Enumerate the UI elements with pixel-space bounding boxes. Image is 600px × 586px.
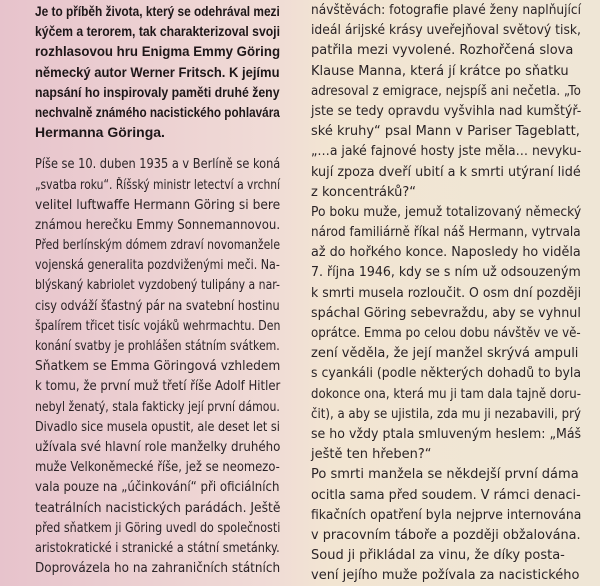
lead-line: napsání ho inspirovaly paměti druhé ženy (35, 83, 280, 100)
body-line: k tomu, že první muž třetí říše Adolf Hitler (35, 379, 281, 395)
body-line: jste se tedy opravdu vyšvihla nad kumštýř- (311, 103, 582, 119)
body-line: Divadlo sice musela opustit, ale deset let si (35, 419, 280, 435)
body-line: vala pouze na „účinkování“ při oficiálních (35, 480, 280, 496)
right-body-text (311, 0, 581, 586)
body-line: ideál árijské krásy uveřejňoval světový tisk, (311, 23, 581, 39)
body-line: Po smrti manžela se někdejší první dáma (311, 467, 579, 483)
body-line: ještě ten hřeben?“ (311, 447, 432, 463)
body-line: „svatba roku“. Říšský ministr letectví a vrchní (35, 177, 281, 193)
body-line: čit), a aby se ujistila, zda mu ji nezabavili, prý (311, 406, 581, 422)
body-line: Po boku muže, jemuž totalizovaný německý (311, 204, 582, 220)
body-line: muže Velkoněmecké říše, jež se neomezo- (35, 460, 280, 476)
body-line: se ho vždy ptala smluveným heslem: „Máš (311, 426, 582, 442)
body-line: špalírem třicet tisíc vojáků wehrmachtu. Den (35, 318, 281, 334)
body-line: teatrálních nacistických parádách. Ještě (35, 500, 281, 516)
lead-line: nechvalně známého nacistického pohlavára (35, 103, 280, 120)
body-line: užívala své hlavní role manželky druhého (35, 439, 281, 455)
body-line: ocitla sama před soudem. V rámci denaci- (311, 487, 581, 503)
body-line: oprátce. Emma po celou dobu návštěv ve vě- (311, 326, 581, 341)
body-line: zení věděla, že její manžel skrývá ampuli (311, 346, 579, 362)
body-line: aristokratické i stranické a státní smetánky. (35, 540, 280, 556)
lead-line: rozhlasovou hru Enigma Emmy Göring (35, 43, 281, 60)
lead-paragraph (35, 0, 280, 142)
body-line: z koncentráků?“ (311, 184, 417, 200)
body-line: patřila mezi vyvolené. Rozhořčená slova (311, 43, 574, 59)
body-line: vojenská generalita pozdviženými meči. Na- (35, 258, 280, 274)
body-line: v pracovním táboře a později obžalována. (311, 527, 581, 543)
body-line: vení jejího muže požívala za nacistického (311, 568, 580, 584)
body-line: Před berlínským dómem zdraví novomanžele (35, 238, 281, 254)
body-line: Sňatkem se Emma Göringová vzhledem (35, 359, 281, 375)
body-line: Píše se 10. duben 1935 a v Berlíně se koná (35, 157, 281, 173)
body-line: ské kruhy“ psal Mann v Pariser Tageblatt, (311, 124, 580, 140)
right-column (311, 0, 581, 586)
body-line: známou herečku Emmy Sonnemannovou. (35, 217, 281, 233)
body-line: Klause Manna, která jí krátce po sňatku (311, 63, 569, 79)
left-body-text (35, 155, 280, 579)
lead-line: Je to příběh života, který se odehrával mezi (35, 3, 280, 19)
body-line: velitel luftwaffe Hermann Göring si bere (35, 197, 281, 213)
body-line: před sňatkem ji Göring uvedl do společnosti (35, 520, 281, 536)
body-line: Doprovázela ho na zahraničních státních (35, 561, 281, 577)
body-line: cisy odváží šťastný pár na svatební hostinu (35, 298, 280, 314)
left-column (35, 0, 280, 579)
body-line: dokonce ona, která mu ji tam dala tajně doru- (311, 386, 581, 402)
body-line: fikačních opatření byla nejprve internována (311, 507, 582, 523)
body-line: kují zpoza dveří ubití a k smrti utýraní lidé (311, 164, 581, 180)
lead-line: německý autor Werner Fritsch. K jejímu (35, 63, 280, 80)
body-line: Soud ji přikládal za vinu, že díky posta- (311, 548, 565, 564)
body-line: národ familiárně říkal náš Hermann, vytrvala (311, 225, 581, 241)
body-line: adresoval z emigrace, nejspíš ani nečetla. „To (311, 83, 581, 99)
body-line: spáchal Göring sebevraždu, aby se vyhnul (311, 305, 581, 321)
body-line: návštěvách: fotografie plavé ženy naplňující (311, 3, 582, 18)
body-line: k smrti musela rozloučit. O osm dní později (311, 285, 582, 301)
body-line: s cyankáli (podle některých dohadů to byla (311, 366, 582, 382)
lead-line: kýčem a terorem, tak charakterizoval svoji (35, 23, 280, 40)
body-line: nebyl ženatý, stala fakticky její první dámou. (35, 399, 280, 415)
body-line: konání svatby je prohlášen státním svátkem. (35, 339, 280, 354)
body-line: „…a jaké fajnové hosty jste měla… nevyku- (311, 144, 582, 160)
body-line: až do hořkého konce. Naposledy ho viděla (311, 245, 581, 261)
body-line: 7. října 1946, kdy se s ním už odsouzeným (311, 265, 581, 281)
body-line: blýskaný kabriolet vyzdobený tulipány a nar- (35, 278, 281, 294)
lead-line: Hermanna Göringa. (35, 124, 165, 141)
